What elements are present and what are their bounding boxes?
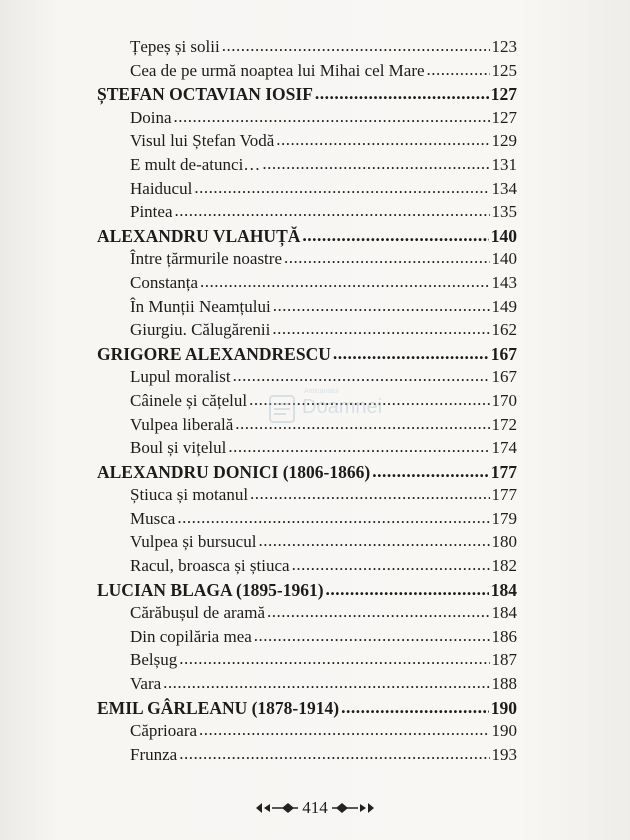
toc-page-number: 125	[491, 60, 517, 80]
dot-leader	[179, 744, 489, 764]
toc-page-number: 167	[490, 343, 517, 364]
toc-page-number: 129	[491, 131, 517, 151]
toc-entry	[97, 650, 517, 674]
entry-title: Pintea	[130, 202, 173, 222]
toc-page-number: 174	[491, 438, 517, 458]
entry-title: Haiducul	[130, 178, 193, 198]
toc-entry	[97, 108, 517, 132]
toc-page-number: 177	[490, 461, 517, 482]
open-book-icon	[268, 392, 296, 424]
dot-leader	[258, 531, 489, 551]
watermark-text: Doamnei	[302, 396, 383, 418]
entry-title: Căprioara	[130, 721, 198, 741]
toc-page-number: 190	[490, 697, 517, 718]
toc-entry	[97, 179, 517, 203]
dot-leader	[250, 484, 489, 504]
entry-title: Vulpea liberală	[130, 414, 234, 434]
dot-leader	[175, 201, 490, 221]
dot-leader	[177, 508, 489, 528]
toc-entry	[97, 37, 517, 61]
dot-leader	[427, 60, 490, 80]
toc-entry	[97, 297, 517, 321]
toc-page-number: 127	[490, 84, 517, 105]
author-name: ALEXANDRU DONICI (1806-1866)	[97, 461, 371, 482]
entry-title: Între țărmurile noastre	[130, 249, 282, 269]
dot-leader	[222, 36, 490, 56]
toc-page-number: 140	[490, 225, 517, 246]
author-name: ALEXANDRU VLAHUȚĂ	[97, 225, 301, 246]
toc-entry	[97, 603, 517, 627]
toc-page-number: 131	[491, 154, 517, 174]
toc-entry	[97, 202, 517, 226]
dot-leader	[284, 248, 490, 268]
toc-page-number: 149	[491, 296, 517, 316]
dot-leader	[276, 130, 489, 150]
toc-author-heading	[97, 84, 517, 108]
dot-leader	[228, 437, 489, 457]
toc-page-number: 162	[491, 320, 517, 340]
entry-title: Musca	[130, 508, 176, 528]
entry-title: Vara	[130, 674, 162, 694]
toc-page-number: 127	[491, 107, 517, 127]
toc-page-number: 177	[491, 485, 517, 505]
entry-title: Vulpea și bursucul	[130, 532, 257, 552]
entry-title: Cea de pe urmă noaptea lui Mihai cel Mare	[130, 60, 425, 80]
author-name: GRIGORE ALEXANDRESCU	[97, 343, 331, 364]
entry-title: Frunza	[130, 744, 178, 764]
dot-leader	[273, 296, 490, 316]
toc-entry	[97, 61, 517, 85]
entry-title: Din copilăria mea	[130, 626, 252, 646]
toc-page-number: 123	[491, 37, 517, 56]
toc-page-number: 143	[491, 272, 517, 292]
dot-leader	[302, 225, 488, 246]
toc-entry	[97, 155, 517, 179]
dot-leader	[315, 83, 489, 104]
toc-entry	[97, 556, 517, 580]
toc-entry	[97, 721, 517, 745]
toc-entry	[97, 532, 517, 556]
dot-leader	[341, 697, 489, 718]
entry-title: Doina	[130, 107, 172, 127]
toc-author-heading	[97, 698, 517, 722]
dot-leader	[199, 720, 489, 740]
author-name: EMIL GÂRLEANU (1878-1914)	[97, 697, 340, 718]
toc-page-number: 135	[491, 202, 517, 222]
toc-page-number: 193	[491, 744, 517, 764]
dot-leader	[174, 107, 490, 127]
dot-leader	[372, 461, 489, 482]
toc-author-heading	[97, 580, 517, 604]
dot-leader	[326, 579, 489, 600]
watermark-subtext: Anticariatul	[304, 388, 339, 395]
entry-title: Cărăbușul de aramă	[130, 603, 265, 623]
entry-title: În Munții Neamțului	[130, 296, 271, 316]
toc-entry	[97, 745, 517, 769]
entry-title: Constanța	[130, 272, 198, 292]
dot-leader	[262, 154, 489, 174]
toc-page-number: 180	[491, 532, 517, 552]
toc-page-number: 188	[491, 674, 517, 694]
entry-title: Giurgiu. Călugărenii	[130, 320, 271, 340]
entry-title: Belșug	[130, 650, 178, 670]
toc-page-number: 167	[491, 367, 517, 387]
toc-page-number: 182	[491, 556, 517, 576]
entry-title: Lupul moralist	[130, 367, 231, 387]
dot-leader	[272, 319, 489, 339]
entry-title: Câinele și cățelul	[130, 390, 248, 410]
toc-entry	[97, 485, 517, 509]
author-name: LUCIAN BLAGA (1895-1961)	[97, 579, 324, 600]
toc-page-number: 170	[491, 390, 517, 410]
toc-entry	[97, 627, 517, 651]
entry-title: Știuca și motanul	[130, 485, 249, 505]
entry-title: Boul și vițelul	[130, 438, 227, 458]
page-footer	[0, 798, 630, 818]
toc-entry	[97, 249, 517, 273]
toc-page-number: 184	[490, 579, 517, 600]
dot-leader	[194, 178, 489, 198]
dot-leader	[200, 272, 490, 292]
dot-leader	[333, 343, 489, 364]
toc-entry	[97, 273, 517, 297]
author-name: ȘTEFAN OCTAVIAN IOSIF	[97, 84, 313, 105]
dot-leader	[254, 626, 490, 646]
dot-leader	[179, 649, 489, 669]
dot-leader	[292, 555, 490, 575]
toc-author-heading	[97, 344, 517, 368]
toc-page-number: 184	[491, 603, 517, 623]
toc-author-heading	[97, 462, 517, 486]
toc-page-number: 134	[491, 178, 517, 198]
left-ornament-icon	[254, 800, 298, 816]
toc-page-number: 140	[491, 249, 517, 269]
right-ornament-icon	[332, 800, 376, 816]
toc-page-number: 179	[491, 508, 517, 528]
entry-title: Visul lui Ștefan Vodă	[130, 131, 275, 151]
toc-page-number: 172	[491, 414, 517, 434]
toc-entry	[97, 438, 517, 462]
toc-page-number: 190	[491, 721, 517, 741]
watermark	[258, 384, 398, 434]
toc-page-number: 187	[491, 650, 517, 670]
toc-author-heading	[97, 226, 517, 250]
toc-entry	[97, 674, 517, 698]
entry-title: E mult de-atunci…	[130, 154, 261, 174]
entry-title: Țepeș și solii	[130, 37, 220, 56]
dot-leader	[267, 602, 490, 622]
page-number: 414	[302, 798, 328, 817]
toc-entry	[97, 131, 517, 155]
toc-entry	[97, 320, 517, 344]
dot-leader	[163, 673, 489, 693]
toc-entry	[97, 509, 517, 533]
entry-title: Racul, broasca și știuca	[130, 556, 290, 576]
toc-page-number: 186	[491, 626, 517, 646]
